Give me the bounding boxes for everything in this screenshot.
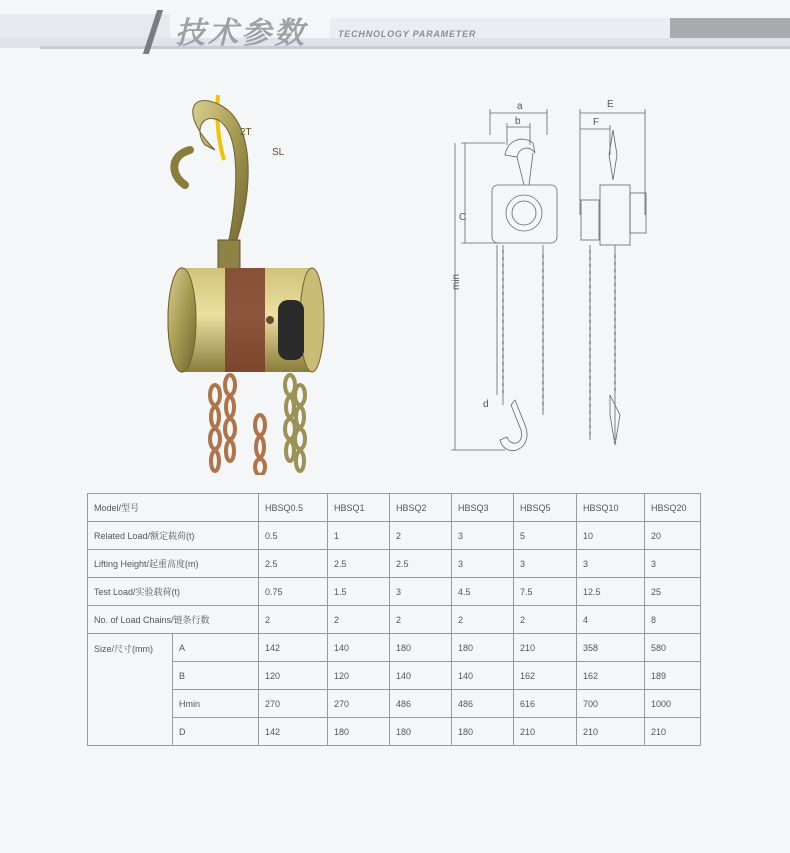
hoist-dimension-drawing (445, 95, 665, 465)
table-cell: 7.5 (514, 578, 577, 606)
row-label: A (173, 634, 259, 662)
table-cell: 270 (259, 690, 328, 718)
svg-text:E: E (607, 99, 614, 110)
table-cell: 2 (452, 606, 514, 634)
table-cell: 180 (452, 718, 514, 746)
row-label: Hmin (173, 690, 259, 718)
table-cell: 1 (328, 522, 390, 550)
table-row (88, 494, 701, 522)
row-label: No. of Load Chains/链条行数 (88, 606, 259, 634)
table-cell: 700 (577, 690, 645, 718)
table-cell: 142 (259, 634, 328, 662)
table-cell: 2 (514, 606, 577, 634)
table-cell: 140 (328, 634, 390, 662)
svg-text:a: a (517, 101, 523, 112)
table-cell: 120 (259, 662, 328, 690)
table-cell: 180 (390, 634, 452, 662)
table-cell: 3 (452, 522, 514, 550)
table-cell: 3 (577, 550, 645, 578)
table-cell: 189 (645, 662, 701, 690)
table-row (88, 634, 701, 662)
table-row (88, 606, 701, 634)
model-cell: HBSQ3 (452, 494, 514, 522)
table-cell: 1.5 (328, 578, 390, 606)
header-band-shadow (40, 46, 790, 49)
table-cell: 4.5 (452, 578, 514, 606)
table-cell: 210 (514, 718, 577, 746)
row-label: Related Load/额定载荷(t) (88, 522, 259, 550)
model-cell: HBSQ10 (577, 494, 645, 522)
table-cell: 486 (452, 690, 514, 718)
svg-text:2T: 2T (240, 127, 252, 138)
model-cell: HBSQ1 (328, 494, 390, 522)
row-label: Test Load/实验载荷(t) (88, 578, 259, 606)
table-cell: 616 (514, 690, 577, 718)
svg-text:SL: SL (272, 147, 285, 158)
svg-text:d: d (483, 399, 489, 410)
table-header-cell: Model/型号 (88, 494, 259, 522)
model-cell: HBSQ20 (645, 494, 701, 522)
size-label: Size/尺寸(mm) (88, 634, 173, 746)
table-row (88, 578, 701, 606)
table-cell: 210 (645, 718, 701, 746)
table-cell: 10 (577, 522, 645, 550)
spec-table (87, 493, 701, 746)
table-cell: 3 (452, 550, 514, 578)
table-row (88, 690, 701, 718)
table-cell: 1000 (645, 690, 701, 718)
header-band-left (0, 14, 170, 38)
table-row (88, 522, 701, 550)
table-cell: 4 (577, 606, 645, 634)
table-cell: 120 (328, 662, 390, 690)
model-cell: HBSQ5 (514, 494, 577, 522)
table-cell: 0.75 (259, 578, 328, 606)
table-cell: 2.5 (390, 550, 452, 578)
table-cell: 140 (452, 662, 514, 690)
row-label: Lifting Height/起重高度(m) (88, 550, 259, 578)
table-row (88, 662, 701, 690)
table-cell: 2.5 (328, 550, 390, 578)
chain-hoist-photo (140, 95, 350, 475)
table-cell: 486 (390, 690, 452, 718)
table-cell: 580 (645, 634, 701, 662)
table-cell: 20 (645, 522, 701, 550)
svg-text:b: b (515, 116, 521, 127)
table-cell: 25 (645, 578, 701, 606)
table-row (88, 718, 701, 746)
table-cell: 142 (259, 718, 328, 746)
section-title-cn: 技术参数 (175, 16, 307, 51)
svg-text:F: F (593, 117, 600, 128)
table-cell: 180 (452, 634, 514, 662)
row-label: B (173, 662, 259, 690)
table-cell: 270 (328, 690, 390, 718)
row-label: D (173, 718, 259, 746)
table-cell: 140 (390, 662, 452, 690)
table-cell: 180 (328, 718, 390, 746)
table-cell: 358 (577, 634, 645, 662)
model-cell: HBSQ2 (390, 494, 452, 522)
table-cell: 180 (390, 718, 452, 746)
model-cell: HBSQ0.5 (259, 494, 328, 522)
table-cell: 2 (390, 606, 452, 634)
table-cell: 2 (390, 522, 452, 550)
table-cell: 0.5 (259, 522, 328, 550)
svg-text:min: min (451, 273, 462, 290)
table-cell: 8 (645, 606, 701, 634)
table-cell: 3 (645, 550, 701, 578)
svg-text:C: C (459, 212, 467, 223)
table-cell: 210 (577, 718, 645, 746)
table-cell: 2 (328, 606, 390, 634)
table-cell: 210 (514, 634, 577, 662)
section-title-en: TECHNOLOGY PARAMETER (338, 29, 477, 39)
table-row (88, 550, 701, 578)
table-cell: 2.5 (259, 550, 328, 578)
table-cell: 3 (514, 550, 577, 578)
table-cell: 12.5 (577, 578, 645, 606)
table-cell: 3 (390, 578, 452, 606)
table-cell: 162 (577, 662, 645, 690)
table-cell: 162 (514, 662, 577, 690)
table-cell: 5 (514, 522, 577, 550)
table-cell: 2 (259, 606, 328, 634)
